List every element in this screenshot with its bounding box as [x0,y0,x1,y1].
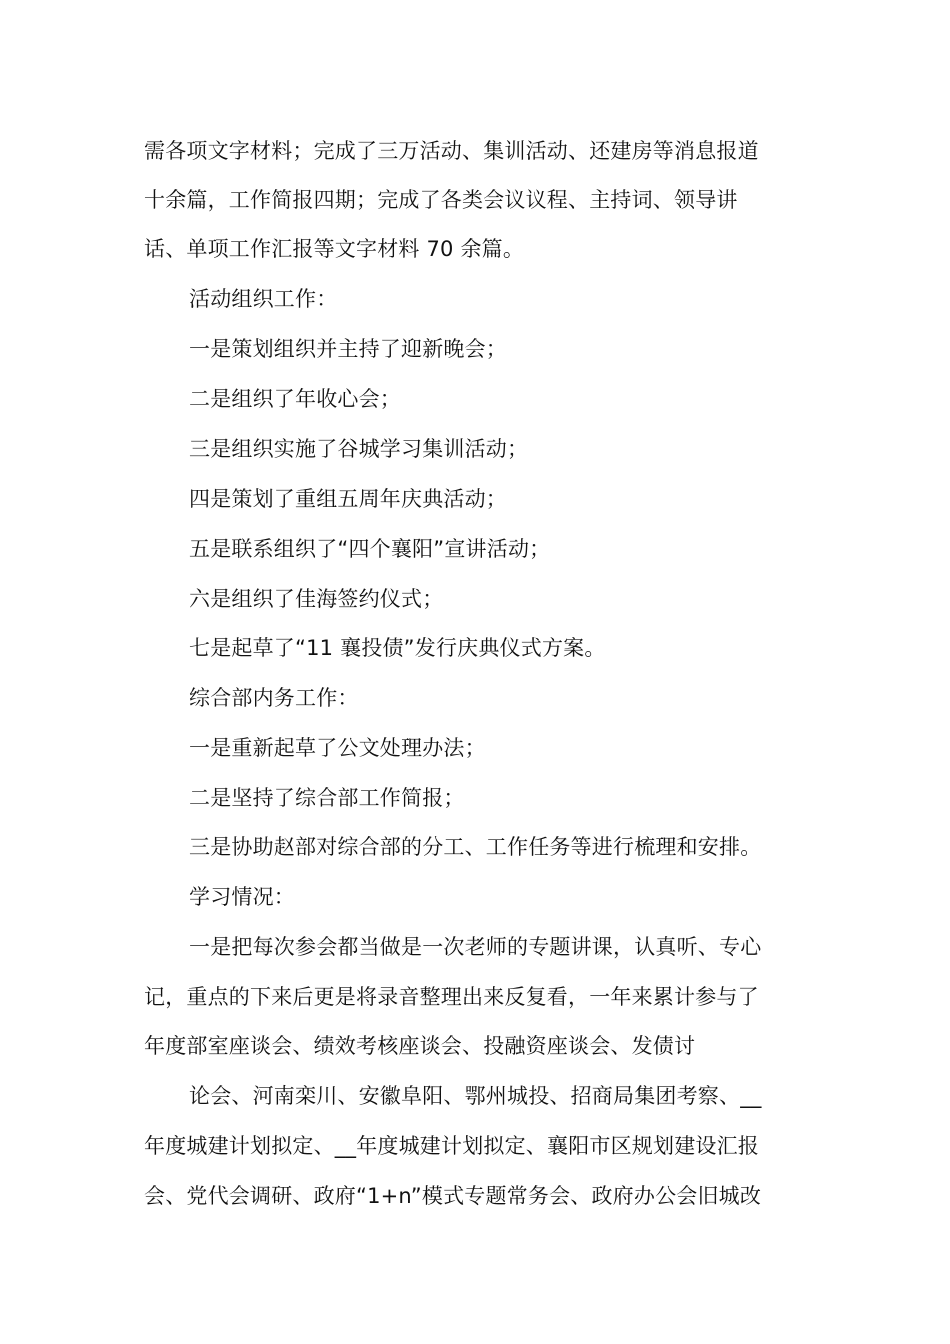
paragraph-line: 话、单项工作汇报等文字材料 70 余篇。 [144,237,525,261]
paragraph-line: 会、党代会调研、政府“1+n”模式专题常务会、政府办公会旧城改 [144,1184,762,1208]
list-item: 二是组织了年收心会； [189,387,401,411]
paragraph-line: 需各项文字材料；完成了三万活动、集训活动、还建房等消息报道 [144,139,759,163]
section-heading: 学习情况： [189,885,295,909]
paragraph-line: 论会、河南栾川、安徽阜阳、鄂州城投、招商局集团考察、__ [189,1084,762,1108]
list-item: 三是协助赵部对综合部的分工、工作任务等进行梳理和安排。 [189,835,762,859]
list-item: 二是坚持了综合部工作简报； [189,786,465,810]
section-heading: 活动组织工作： [189,287,338,311]
paragraph-line: 记，重点的下来后更是将录音整理出来反复看，一年来累计参与了 [144,985,759,1009]
paragraph-line: 年度城建计划拟定、__年度城建计划拟定、襄阳市区规划建设汇报 [144,1134,759,1158]
paragraph-line: 十余篇，工作简报四期；完成了各类会议议程、主持词、领导讲 [144,188,738,212]
paragraph-line: 一是把每次参会都当做是一次老师的专题讲课，认真听、专心 [189,935,762,959]
list-item: 六是组织了佳海签约仪式； [189,587,444,611]
list-item: 三是组织实施了谷城学习集训活动； [189,437,529,461]
section-heading: 综合部内务工作： [189,686,359,710]
list-item: 一是重新起草了公文处理办法； [189,736,486,760]
paragraph-line: 年度部室座谈会、绩效考核座谈会、投融资座谈会、发债讨 [144,1034,696,1058]
list-item: 五是联系组织了“四个襄阳”宣讲活动； [189,537,551,561]
list-item: 四是策划了重组五周年庆典活动； [189,487,507,511]
list-item: 七是起草了“11 襄投债”发行庆典仪式方案。 [189,636,606,660]
list-item: 一是策划组织并主持了迎新晚会； [189,337,507,361]
